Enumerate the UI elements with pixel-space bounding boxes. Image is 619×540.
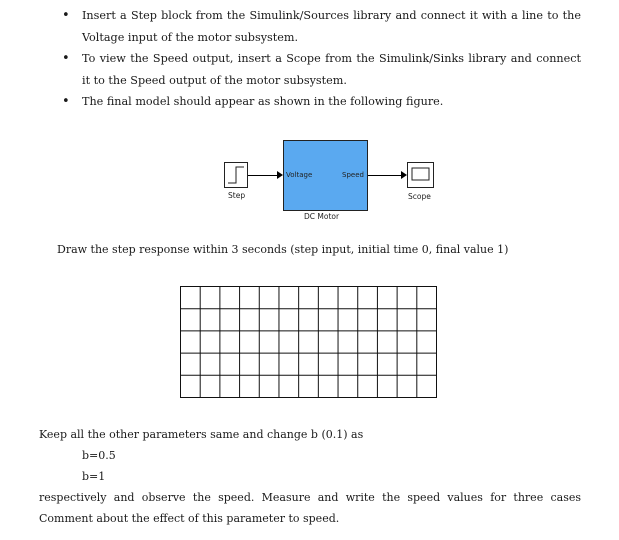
bullet-text: To view the Speed output, insert a Scope from the Simulink/Sinks library and connect it to the Speed output of the motor subsystem. [82, 52, 581, 87]
parameter-value: b=1 [82, 470, 106, 483]
parameter-intro: Keep all the other parameters same and change b (0.1) as [39, 428, 364, 441]
bullet-item [62, 91, 581, 113]
scope-label: Scope [408, 192, 431, 201]
step-label: Step [228, 191, 246, 200]
bullet-dot-icon: • [62, 8, 70, 23]
bullet-dot-icon: • [62, 51, 70, 66]
scope-icon [408, 163, 433, 187]
comment-text: Comment about the effect of this parameter to speed. [39, 512, 340, 525]
bullet-item [62, 5, 581, 48]
bullet-dot-icon: • [62, 94, 70, 109]
signal-line [248, 175, 277, 176]
voltage-port-label: Voltage [286, 171, 313, 179]
response-grid [180, 286, 437, 398]
bullet-text: The final model should appear as shown in the following figure. [82, 95, 444, 108]
step-icon [225, 163, 247, 187]
bullet-text: Insert a Step block from the Simulink/Sources library and connect it with a line to the Voltage input of the motor subsystem. [82, 9, 581, 44]
observe-text: respectively and observe the speed. Measure and write the speed values for three cases [39, 491, 581, 504]
step-block [224, 162, 248, 188]
signal-line [368, 175, 402, 176]
parameter-value: b=0.5 [82, 449, 116, 462]
scope-block [407, 162, 434, 188]
instruction-text: Draw the step response within 3 seconds (step input, initial time 0, final value 1) [57, 243, 509, 256]
speed-port-label: Speed [342, 171, 364, 179]
bullet-item [62, 48, 581, 91]
dc-motor-block [283, 140, 368, 211]
dc-motor-label: DC Motor [304, 212, 340, 221]
